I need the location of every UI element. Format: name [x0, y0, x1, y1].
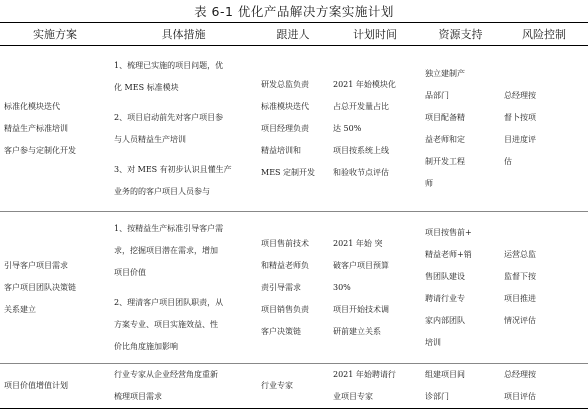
- time-line: 30%: [333, 282, 351, 292]
- owner-cell: [257, 212, 329, 364]
- paragraph-gap: [114, 99, 253, 107]
- resources-line: 品部门: [425, 90, 449, 100]
- header-plan: 实施方案: [33, 28, 77, 41]
- risk-line: 总经理按: [504, 90, 536, 100]
- owner-line: 客户决策链: [261, 326, 301, 336]
- risk-line: 监督下按: [504, 271, 536, 281]
- owner-line: 精益培训和: [261, 145, 301, 155]
- time-line: 2021 年始 突: [333, 238, 383, 248]
- measure-line: 1、按精益生产标准引导客户需: [114, 223, 224, 233]
- plan-line: 标准化模块迭代: [4, 101, 60, 111]
- measure-line: 梳理项目需求: [114, 392, 162, 401]
- measure-line: 项目价值: [114, 267, 146, 277]
- risk-line: 项目评估: [504, 392, 536, 401]
- plan-cell: [0, 212, 110, 364]
- paragraph-gap: [114, 284, 253, 292]
- resources-line: 师: [425, 178, 433, 188]
- plan-line: 项目价值增值计划: [4, 381, 68, 390]
- time-line: 2021 年始聘请行: [333, 370, 396, 379]
- resources-line: 独立建制产: [425, 68, 465, 78]
- risk-cell: [500, 212, 588, 364]
- measure-line: 行业专家从企业经营角度重新: [114, 370, 218, 379]
- plan-line: 精益生产标准培训: [4, 123, 68, 133]
- measures-cell: [110, 46, 257, 212]
- implementation-plan-table: [0, 22, 588, 409]
- time-cell: [329, 364, 421, 409]
- risk-line: 运营总监: [504, 249, 536, 259]
- plan-line: 引导客户项目需求: [4, 260, 68, 270]
- resources-line: 项目配备精: [425, 112, 465, 122]
- resources-line: 家内部团队: [425, 315, 465, 325]
- time-line: 研前建立关系: [333, 326, 381, 336]
- time-line: 项目按系统上线: [333, 145, 389, 155]
- resources-line: 精益老师+销: [425, 249, 472, 259]
- measure-line: 求，挖掘项目潜在需求，增加: [114, 245, 218, 255]
- header-row: [0, 23, 588, 46]
- measure-line: 化 MES 标准模块: [114, 82, 179, 92]
- table-title: 表 6-1 优化产品解决方案实施计划: [194, 4, 394, 19]
- plan-cell: [0, 364, 110, 409]
- table-row: [0, 364, 588, 409]
- measure-line: 2、理清客户项目团队职责，从: [114, 297, 224, 307]
- measure-line: 2、项目启动前先对客户项目参: [114, 112, 224, 122]
- time-line: 达 50%: [333, 123, 362, 133]
- risk-cell: [500, 364, 588, 409]
- measure-line: 与人员精益生产培训: [114, 134, 186, 144]
- time-line: 占总开发量占比: [333, 101, 389, 111]
- time-line: 项目开始技术调: [333, 304, 389, 314]
- header-owner: 跟进人: [276, 28, 310, 41]
- measures-cell: [110, 212, 257, 364]
- table-row: [0, 46, 588, 212]
- owner-line: MES 定制开发: [261, 167, 316, 177]
- time-cell: [329, 212, 421, 364]
- plan-line: 客户项目团队决策链: [4, 282, 76, 292]
- resources-cell: [421, 46, 500, 212]
- resources-line: 项目按售前+: [425, 227, 472, 237]
- time-line: 2021 年始模块化: [333, 79, 396, 89]
- resources-cell: [421, 364, 500, 409]
- header-resources: 资源支持: [438, 28, 483, 41]
- owner-cell: [257, 46, 329, 212]
- time-line: 破客户项目预算: [333, 260, 389, 270]
- resources-line: 诊部门: [425, 392, 449, 401]
- resources-line: 聘请行业专: [425, 293, 465, 303]
- resources-line: 组建项目间: [425, 370, 465, 379]
- plan-line: 客户参与定制化开发: [4, 145, 76, 155]
- measures-cell: [110, 364, 257, 409]
- owner-line: 项目经理负责: [261, 123, 309, 133]
- owner-line: 标准模块迭代: [261, 101, 309, 111]
- risk-line: 项目推进: [504, 293, 536, 303]
- time-line: 和验收节点评估: [333, 167, 389, 177]
- resources-line: 制开发工程: [425, 156, 465, 166]
- header-time: 计划时间: [353, 28, 397, 41]
- plan-cell: [0, 46, 110, 212]
- risk-line: 目进度评: [504, 134, 536, 144]
- measure-line: 业务的的客户项目人员参与: [114, 186, 210, 196]
- table-row: [0, 212, 588, 364]
- owner-line: 项目销售负责: [261, 304, 309, 314]
- resources-cell: [421, 212, 500, 364]
- paragraph-gap: [114, 151, 253, 159]
- header-measures: 具体措施: [161, 28, 206, 41]
- risk-cell: [500, 46, 588, 212]
- risk-line: 情况评估: [504, 315, 536, 325]
- measure-line: 1、梳理已实施的项目问题，优: [114, 60, 224, 70]
- plan-line: 关系建立: [4, 304, 36, 314]
- risk-line: 估: [504, 156, 512, 166]
- owner-line: 项目售前技术: [261, 238, 309, 248]
- header-risk: 风险控制: [522, 28, 566, 41]
- resources-line: 益老师和定: [425, 134, 465, 144]
- risk-line: 督卜按项: [504, 112, 536, 122]
- owner-line: 研发总监负责: [261, 79, 309, 89]
- owner-line: 和精益老师负: [261, 260, 309, 270]
- time-cell: [329, 46, 421, 212]
- owner-line: 责引导需求: [261, 282, 301, 292]
- risk-line: 总经理按: [504, 370, 536, 379]
- owner-cell: [257, 364, 329, 409]
- measure-line: 价比角度施加影响: [114, 341, 178, 351]
- resources-line: 培训: [425, 337, 441, 347]
- owner-line: 行业专家: [261, 381, 293, 390]
- resources-line: 售团队建设: [425, 271, 465, 281]
- time-line: 业项目专家: [333, 392, 373, 401]
- measure-line: 3、对 MES 有初步认识且懂生产: [114, 164, 232, 174]
- measure-line: 方案专业、项目实施效益、性: [114, 319, 218, 329]
